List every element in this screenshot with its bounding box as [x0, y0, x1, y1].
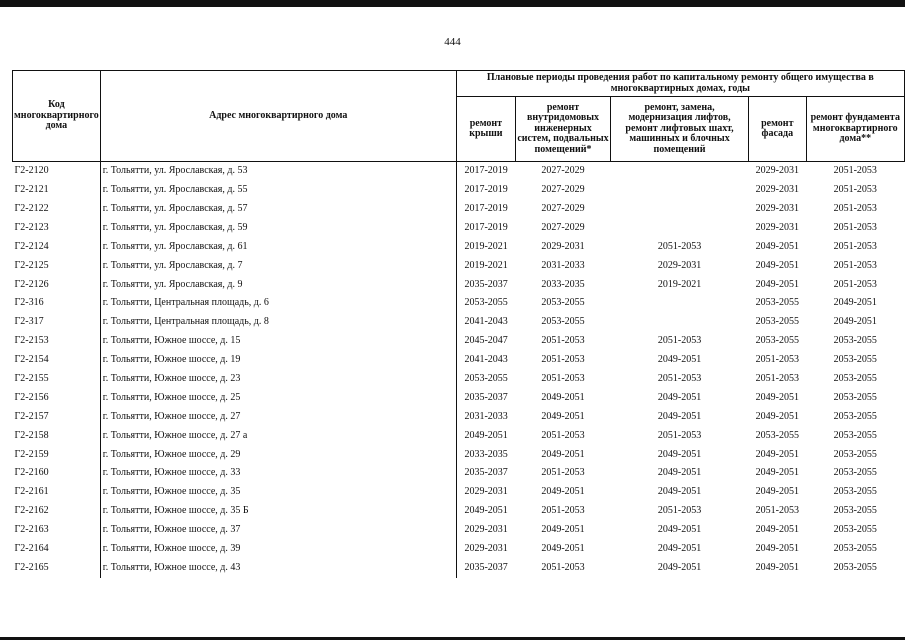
foundation-period: 2053-2055 [833, 505, 877, 517]
facade-period: 2051-2053 [755, 372, 799, 384]
table-body [13, 162, 905, 578]
building-code: Г2-2156 [13, 389, 101, 408]
building-code: Г2-316 [13, 294, 101, 313]
engineering-period: 2049-2051 [541, 448, 585, 460]
facade-period: 2053-2055 [755, 297, 799, 309]
elevator-period [610, 219, 748, 238]
facade-period: 2029-2031 [755, 221, 799, 233]
foundation-period: 2051-2053 [833, 221, 877, 233]
table-row [13, 294, 905, 313]
elevator-period: 2051-2053 [657, 429, 702, 441]
roof-period: 2033-2035 [464, 448, 508, 460]
elevator-period: 2019-2021 [657, 278, 702, 290]
roof-period: 2053-2055 [464, 297, 508, 309]
building-address: г. Тольятти, Южное шоссе, д. 33 [100, 464, 456, 483]
building-address: г. Тольятти, ул. Ярославская, д. 7 [100, 256, 456, 275]
table-row [13, 332, 905, 351]
building-address: г. Тольятти, Южное шоссе, д. 25 [100, 389, 456, 408]
roof-period: 2017-2019 [464, 165, 508, 177]
engineering-period: 2049-2051 [541, 543, 585, 554]
header-elevator-repair: ремонт, замена, модернизация лифтов, ремонт лифтовых шахт, машинных и блочных помещений [610, 97, 748, 162]
elevator-period: 2049-2051 [657, 524, 702, 536]
roof-period: 2041-2043 [464, 354, 508, 366]
building-code: Г2-2120 [13, 162, 101, 181]
building-address: г. Тольятти, ул. Ярославская, д. 9 [100, 275, 456, 294]
engineering-period: 2051-2053 [541, 335, 585, 347]
elevator-period: 2051-2053 [657, 335, 702, 347]
engineering-period: 2029-2031 [541, 240, 585, 252]
facade-period: 2051-2053 [755, 354, 799, 366]
engineering-period: 2049-2051 [541, 391, 585, 403]
roof-period: 2029-2031 [464, 486, 508, 498]
elevator-period: 2049-2051 [657, 391, 702, 403]
engineering-period: 2051-2053 [541, 561, 585, 573]
table-row [13, 426, 905, 445]
table-row [13, 559, 905, 578]
table-row [13, 313, 905, 332]
repair-schedule-table [12, 70, 905, 578]
building-code: Г2-2155 [13, 370, 101, 389]
table-row [13, 238, 905, 257]
roof-period: 2031-2033 [464, 410, 508, 422]
foundation-period: 2051-2053 [833, 278, 877, 290]
elevator-period: 2051-2053 [657, 372, 702, 384]
building-code: Г2-2153 [13, 332, 101, 351]
building-code: Г2-2122 [13, 200, 101, 219]
foundation-period: 2053-2055 [833, 429, 877, 441]
table-row [13, 256, 905, 275]
foundation-period: 2053-2055 [833, 561, 877, 573]
building-address: г. Тольятти, Южное шоссе, д. 39 [100, 540, 456, 559]
building-address: г. Тольятти, ул. Ярославская, д. 61 [100, 238, 456, 257]
table-row [13, 351, 905, 370]
facade-period: 2051-2053 [755, 505, 799, 517]
building-address: г. Тольятти, Южное шоссе, д. 19 [100, 351, 456, 370]
table-row [13, 275, 905, 294]
elevator-period: 2051-2053 [657, 505, 702, 517]
roof-period: 2019-2021 [464, 240, 508, 252]
header-planned-periods: Плановые периоды проведения работ по капитальному ремонту общего имущества в многоквартирных домах, годы [456, 71, 904, 97]
engineering-period: 2027-2029 [541, 165, 585, 177]
engineering-period: 2031-2033 [541, 259, 585, 271]
header-facade-repair: ремонт фасада [749, 97, 806, 162]
table-row [13, 483, 905, 502]
table-row [13, 200, 905, 219]
building-code: Г2-2158 [13, 426, 101, 445]
elevator-period: 2029-2031 [657, 259, 702, 271]
facade-period: 2049-2051 [755, 486, 799, 498]
foundation-period: 2053-2055 [833, 524, 877, 536]
roof-period: 2017-2019 [464, 221, 508, 233]
engineering-period: 2027-2029 [541, 221, 585, 233]
building-code: Г2-2154 [13, 351, 101, 370]
engineering-period: 2051-2053 [541, 372, 585, 384]
roof-period: 2017-2019 [464, 184, 508, 196]
engineering-period: 2051-2053 [541, 354, 585, 366]
facade-period: 2049-2051 [755, 259, 799, 271]
table-row [13, 389, 905, 408]
header-engineering-systems-repair: ремонт внутридомовых инженерных систем, подвальных помещений* [516, 97, 611, 162]
building-code: Г2-2159 [13, 445, 101, 464]
facade-period: 2049-2051 [755, 391, 799, 403]
foundation-period: 2051-2053 [833, 184, 877, 196]
facade-period: 2049-2051 [755, 524, 799, 536]
foundation-period: 2051-2053 [833, 259, 877, 271]
roof-period: 2053-2055 [464, 372, 508, 384]
header-foundation-repair: ремонт фундамента многоквартирного дома** [806, 97, 904, 162]
roof-period: 2017-2019 [464, 202, 508, 214]
elevator-period: 2049-2051 [657, 467, 702, 479]
facade-period: 2053-2055 [755, 316, 799, 328]
building-address: г. Тольятти, ул. Ярославская, д. 55 [100, 181, 456, 200]
building-code: Г2-2121 [13, 181, 101, 200]
foundation-period: 2051-2053 [833, 202, 877, 214]
table-row [13, 162, 905, 181]
building-code: Г2-317 [13, 313, 101, 332]
building-address: г. Тольятти, Центральная площадь, д. 6 [100, 294, 456, 313]
building-address: г. Тольятти, Центральная площадь, д. 8 [100, 313, 456, 332]
building-address: г. Тольятти, Южное шоссе, д. 37 [100, 521, 456, 540]
building-code: Г2-2164 [13, 540, 101, 559]
facade-period: 2049-2051 [755, 543, 799, 554]
roof-period: 2049-2051 [464, 429, 508, 441]
building-address: г. Тольятти, Южное шоссе, д. 27 а [100, 426, 456, 445]
foundation-period: 2051-2053 [833, 165, 877, 177]
roof-period: 2035-2037 [464, 467, 508, 479]
roof-period: 2045-2047 [464, 335, 508, 347]
building-address: г. Тольятти, Южное шоссе, д. 27 [100, 408, 456, 427]
engineering-period: 2051-2053 [541, 429, 585, 441]
building-code: Г2-2163 [13, 521, 101, 540]
elevator-period [610, 162, 748, 181]
elevator-period: 2049-2051 [657, 486, 702, 498]
table-row [13, 408, 905, 427]
engineering-period: 2049-2051 [541, 486, 585, 498]
foundation-period: 2053-2055 [833, 543, 877, 554]
building-address: г. Тольятти, Южное шоссе, д. 35 [100, 483, 456, 502]
elevator-period: 2051-2053 [657, 240, 702, 252]
foundation-period: 2053-2055 [833, 354, 877, 366]
roof-period: 2029-2031 [464, 543, 508, 554]
engineering-period: 2027-2029 [541, 184, 585, 196]
foundation-period: 2053-2055 [833, 467, 877, 479]
elevator-period: 2049-2051 [657, 354, 702, 366]
building-code: Г2-2124 [13, 238, 101, 257]
header-code: Код многоквартирного дома [13, 71, 101, 162]
facade-period: 2049-2051 [755, 410, 799, 422]
elevator-period [610, 200, 748, 219]
foundation-period: 2049-2051 [833, 316, 877, 328]
elevator-period: 2049-2051 [657, 448, 702, 460]
table-row [13, 521, 905, 540]
engineering-period: 2049-2051 [541, 410, 585, 422]
facade-period: 2049-2051 [755, 467, 799, 479]
engineering-period: 2051-2053 [541, 467, 585, 479]
engineering-period: 2033-2035 [541, 278, 585, 290]
facade-period: 2049-2051 [755, 278, 799, 290]
facade-period: 2053-2055 [755, 429, 799, 441]
engineering-period: 2027-2029 [541, 202, 585, 214]
roof-period: 2041-2043 [464, 316, 508, 328]
table-row [13, 502, 905, 521]
foundation-period: 2053-2055 [833, 372, 877, 384]
building-code: Г2-2161 [13, 483, 101, 502]
facade-period: 2049-2051 [755, 561, 799, 573]
roof-period: 2049-2051 [464, 505, 508, 517]
engineering-period: 2049-2051 [541, 524, 585, 536]
facade-period: 2029-2031 [755, 184, 799, 196]
building-address: г. Тольятти, Южное шоссе, д. 35 Б [100, 502, 456, 521]
engineering-period: 2051-2053 [541, 505, 585, 517]
facade-period: 2029-2031 [755, 202, 799, 214]
facade-period: 2053-2055 [755, 335, 799, 347]
header-roof-repair: ремонт крыши [456, 97, 515, 162]
facade-period: 2049-2051 [755, 240, 799, 252]
elevator-period: 2049-2051 [657, 410, 702, 422]
building-address: г. Тольятти, Южное шоссе, д. 15 [100, 332, 456, 351]
building-address: г. Тольятти, ул. Ярославская, д. 59 [100, 219, 456, 238]
facade-period: 2049-2051 [755, 448, 799, 460]
foundation-period: 2053-2055 [833, 391, 877, 403]
roof-period: 2029-2031 [464, 524, 508, 536]
roof-period: 2019-2021 [464, 259, 508, 271]
building-address: г. Тольятти, ул. Ярославская, д. 53 [100, 162, 456, 181]
foundation-period: 2049-2051 [833, 297, 877, 309]
building-code: Г2-2165 [13, 559, 101, 578]
foundation-period: 2053-2055 [833, 486, 877, 498]
building-address: г. Тольятти, Южное шоссе, д. 43 [100, 559, 456, 578]
building-code: Г2-2157 [13, 408, 101, 427]
roof-period: 2035-2037 [464, 278, 508, 290]
table-row [13, 181, 905, 200]
engineering-period: 2053-2055 [541, 297, 585, 309]
elevator-period: 2049-2051 [657, 561, 702, 573]
foundation-period: 2053-2055 [833, 410, 877, 422]
building-code: Г2-2162 [13, 502, 101, 521]
table-row [13, 219, 905, 238]
building-address: г. Тольятти, Южное шоссе, д. 29 [100, 445, 456, 464]
facade-period: 2029-2031 [755, 165, 799, 177]
foundation-period: 2053-2055 [833, 448, 877, 460]
table-row [13, 370, 905, 389]
roof-period: 2035-2037 [464, 561, 508, 573]
elevator-period [610, 294, 748, 313]
page-number: 444 [444, 36, 461, 48]
elevator-period: 2049-2051 [657, 543, 702, 554]
foundation-period: 2053-2055 [833, 335, 877, 347]
engineering-period: 2053-2055 [541, 316, 585, 328]
foundation-period: 2051-2053 [833, 240, 877, 252]
elevator-period [610, 181, 748, 200]
table-row [13, 464, 905, 483]
building-address: г. Тольятти, Южное шоссе, д. 23 [100, 370, 456, 389]
building-address: г. Тольятти, ул. Ярославская, д. 57 [100, 200, 456, 219]
building-code: Г2-2123 [13, 219, 101, 238]
building-code: Г2-2125 [13, 256, 101, 275]
table-row [13, 540, 905, 559]
header-address: Адрес многоквартирного дома [100, 71, 456, 162]
table-row [13, 445, 905, 464]
building-code: Г2-2126 [13, 275, 101, 294]
building-code: Г2-2160 [13, 464, 101, 483]
top-border [0, 0, 905, 7]
roof-period: 2035-2037 [464, 391, 508, 403]
elevator-period [610, 313, 748, 332]
